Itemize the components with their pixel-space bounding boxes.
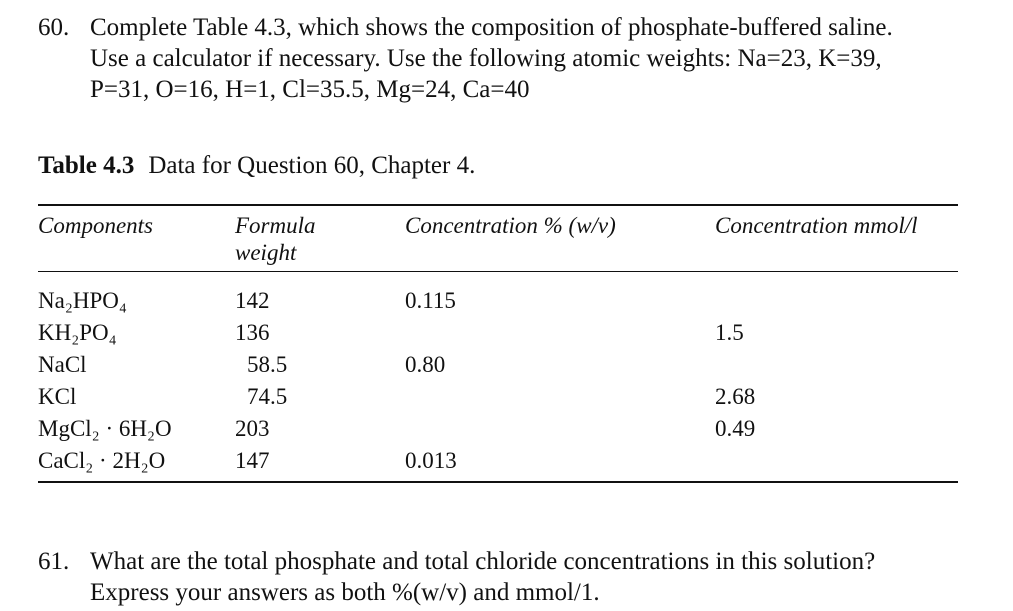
question-text xyxy=(90,12,998,105)
header-concentration-mmol: Concentration mmol/l xyxy=(715,213,918,238)
table-bottom-rule xyxy=(38,481,958,483)
table-row xyxy=(0,445,1013,477)
cell-concentration-mmol: 0.49 xyxy=(715,416,756,441)
cell-component: MgCl₂ · 6H₂O xyxy=(38,416,172,441)
cell-component: NaCl xyxy=(38,352,87,377)
header-concentration-pct: Concentration % (w/v) xyxy=(405,213,616,238)
question-line: Complete Table 4.3, which shows the composition of phosphate-buffered saline. xyxy=(90,14,893,41)
table-header-rule xyxy=(38,271,958,272)
question-number: 61. xyxy=(38,548,70,575)
header-components: Components xyxy=(38,213,153,238)
cell-formula-weight: 58.5 xyxy=(247,352,288,377)
cell-component: CaCl₂ · 2H₂O xyxy=(38,448,166,473)
table-row xyxy=(0,413,1013,445)
table-caption-label: Table 4.3 xyxy=(38,152,135,179)
table-caption xyxy=(38,151,475,181)
question-line: Use a calculator if necessary. Use the following atomic weights: Na=23, K=39, xyxy=(90,45,882,72)
question-61 xyxy=(38,546,998,608)
cell-concentration-pct: 0.80 xyxy=(405,352,446,377)
header-formula-weight xyxy=(235,212,316,266)
question-text xyxy=(90,546,998,608)
table-row xyxy=(0,317,1013,349)
cell-formula-weight: 136 xyxy=(235,320,270,345)
question-line: P=31, O=16, H=1, Cl=35.5, Mg=24, Ca=40 xyxy=(90,76,530,103)
header-formula-weight-line1: Formula xyxy=(235,213,316,238)
header-formula-weight-line2: weight xyxy=(235,240,297,265)
question-line: Express your answers as both %(w/v) and mmol/1. xyxy=(90,579,600,606)
cell-formula-weight: 142 xyxy=(235,288,270,313)
table-caption-text: Data for Question 60, Chapter 4. xyxy=(148,152,476,179)
cell-component: KH₂PO₄ xyxy=(38,320,117,345)
question-number: 60. xyxy=(38,14,70,41)
cell-concentration-pct: 0.013 xyxy=(405,448,457,473)
cell-component: KCl xyxy=(38,384,77,409)
cell-formula-weight: 147 xyxy=(235,448,270,473)
cell-concentration-mmol: 2.68 xyxy=(715,384,756,409)
cell-formula-weight: 203 xyxy=(235,416,270,441)
table-row xyxy=(0,349,1013,381)
question-line: What are the total phosphate and total chloride concentrations in this solution? xyxy=(90,548,876,575)
table-row xyxy=(0,285,1013,317)
table-top-rule xyxy=(38,204,958,206)
table-row xyxy=(0,381,1013,413)
cell-concentration-pct: 0.115 xyxy=(405,288,456,313)
cell-formula-weight: 74.5 xyxy=(247,384,288,409)
question-60 xyxy=(38,12,998,105)
cell-concentration-mmol: 1.5 xyxy=(715,320,744,345)
cell-component: Na₂HPO₄ xyxy=(38,288,127,313)
